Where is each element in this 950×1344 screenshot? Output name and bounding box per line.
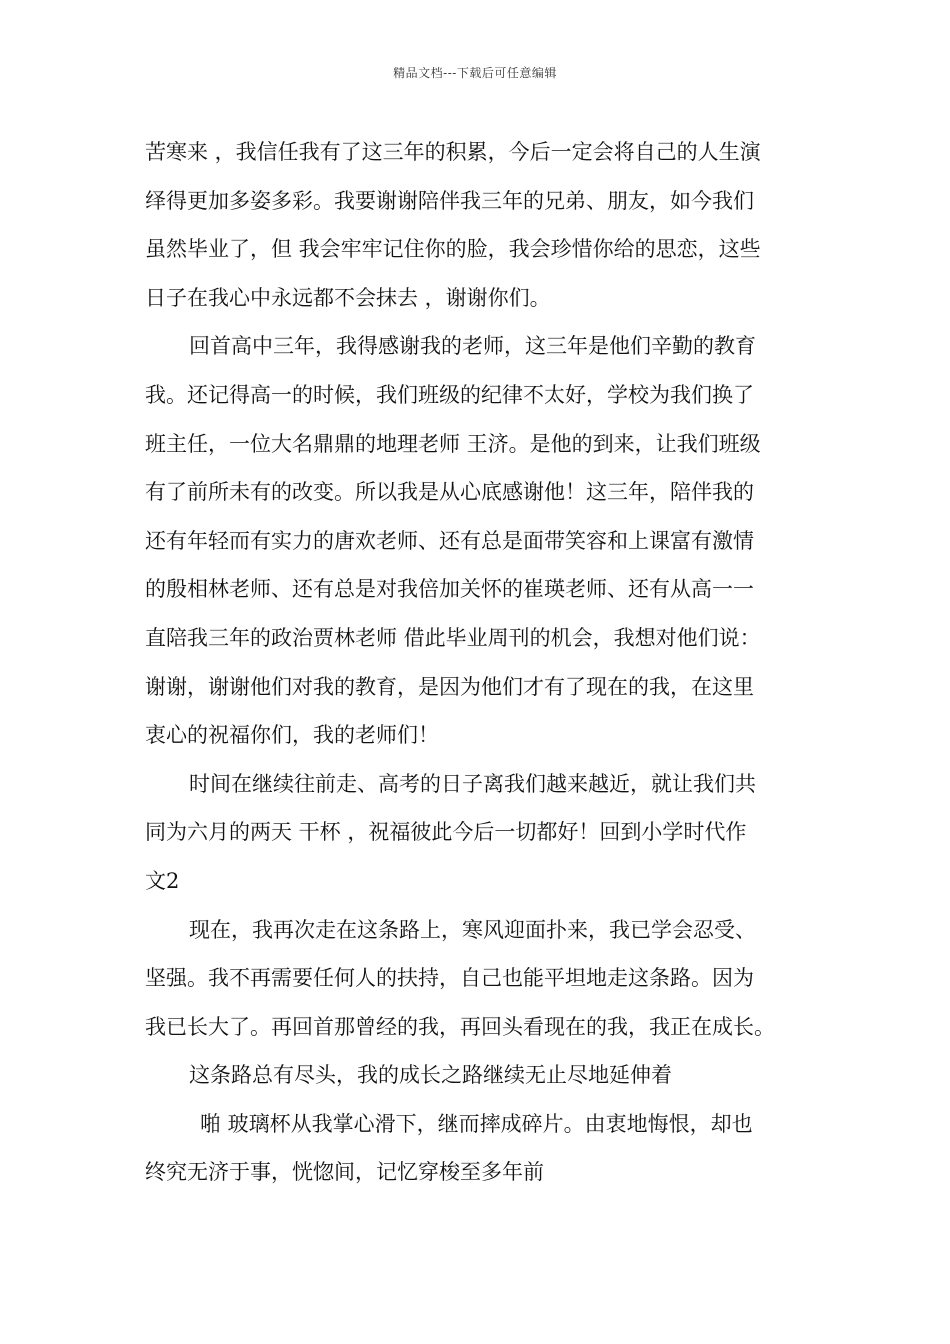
text-line: 我已长大了。再回首那曾经的我，再回头看现在的我，我正在成长。 xyxy=(145,1014,775,1039)
text-line: 终究无济于事，恍惚间，记忆穿梭至多年前 xyxy=(145,1160,544,1185)
text-line: 日子在我心中永远都不会抹去 ，谢谢你们。 xyxy=(145,285,551,310)
document-body xyxy=(145,128,807,1197)
page-header: 精品文档---下载后可任意编辑 xyxy=(393,66,557,80)
paragraph-start-line: 时间在继续往前走、高考的日子离我们越来越近，就让我们共 xyxy=(189,771,756,796)
text-line: 谢谢，谢谢他们对我的教育，是因为他们才有了现在的我，在这里 xyxy=(145,674,754,699)
text-line: 虽然毕业了，但 我会牢牢记住你的脸，我会珍惜你给的思恋，这些 xyxy=(145,237,761,262)
text-line: 绎得更加多姿多彩。我要谢谢陪伴我三年的兄弟、朋友，如今我们 xyxy=(145,188,754,213)
text-line: 还有年轻而有实力的唐欢老师、还有总是面带笑容和上课富有激情 xyxy=(145,528,754,553)
text-line: 我。还记得高一的时候，我们班级的纪律不太好，学校为我们换了 xyxy=(145,382,754,407)
text-line: 衷心的祝福你们，我的老师们！ xyxy=(145,723,439,748)
text-line: 同为六月的两天 干杯 ，祝福彼此今后一切都好！回到小学时代作 xyxy=(145,820,747,845)
text-line: 文2 xyxy=(145,868,180,893)
paragraph-start-line: 现在，我再次走在这条路上，寒风迎面扑来，我已学会忍受、 xyxy=(189,917,756,942)
paragraph-start-line: 啪 玻璃杯从我掌心滑下，继而摔成碎片。由衷地悔恨，却也 xyxy=(200,1111,753,1136)
text-line: 苦寒来 ，我信任我有了这三年的积累，今后一定会将自己的人生演 xyxy=(145,140,761,164)
text-line: 的殷相林老师、还有总是对我倍加关怀的崔瑛老师、还有从高一一 xyxy=(145,577,754,602)
paragraph-start-line: 回首高中三年，我得感谢我的老师，这三年是他们辛勤的教育 xyxy=(189,334,756,359)
text-line: 坚强。我不再需要任何人的扶持，自己也能平坦地走这条路。因为 xyxy=(145,966,754,991)
text-line: 有了前所未有的改变。所以我是从心底感谢他！这三年，陪伴我的 xyxy=(145,480,754,505)
text-line: 直陪我三年的政治贾林老师 借此毕业周刊的机会，我想对他们说： xyxy=(145,625,761,650)
text-line: 班主任，一位大名鼎鼎的地理老师 王济。是他的到来，让我们班级 xyxy=(145,431,761,456)
paragraph-start-line: 这条路总有尽头，我的成长之路继续无止尽地延伸着 xyxy=(189,1063,672,1088)
